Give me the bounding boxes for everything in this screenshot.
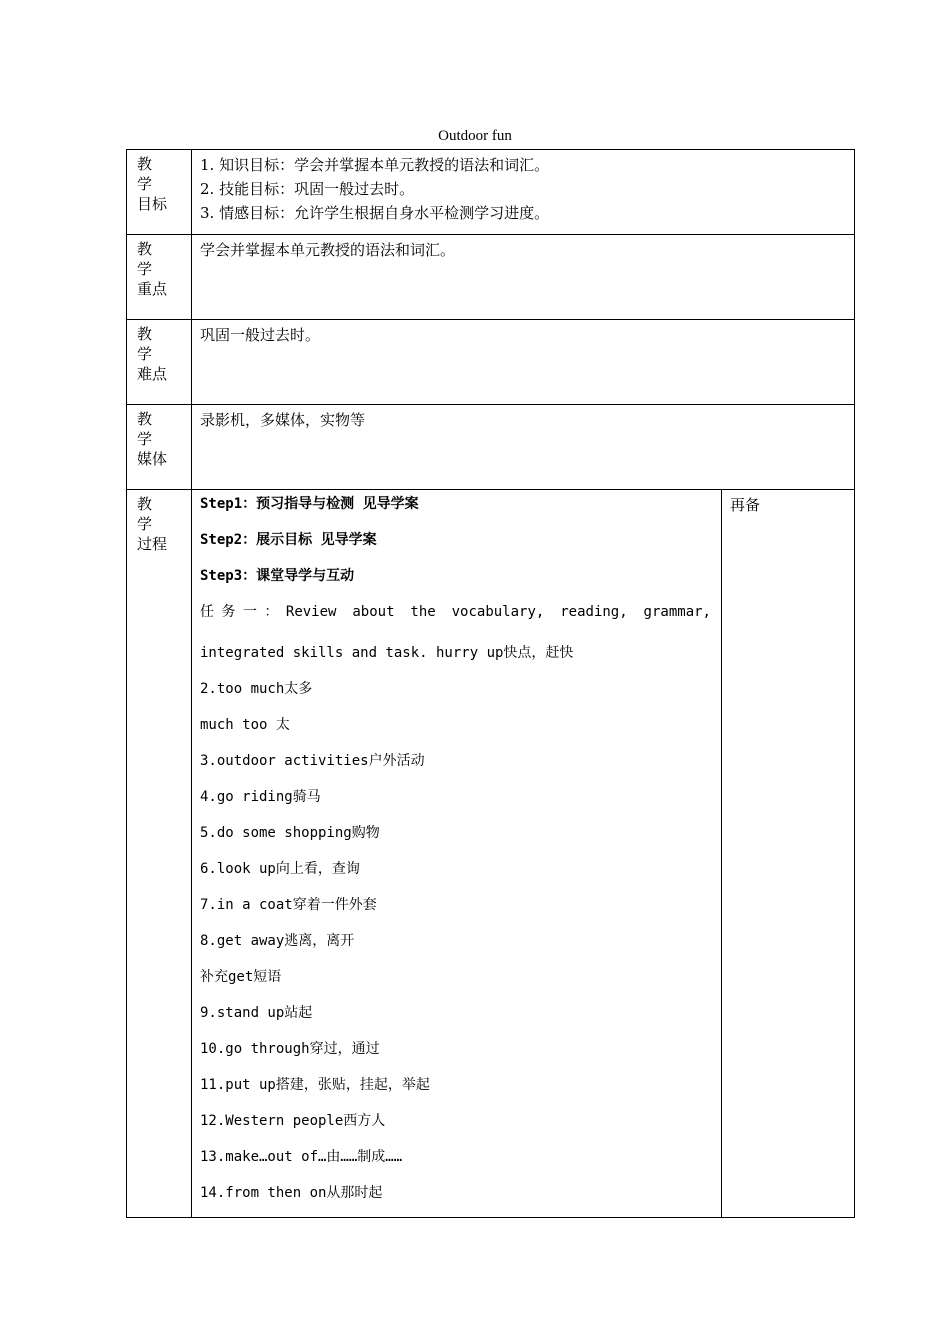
- row-content: [192, 235, 855, 320]
- list-item: 11.put up搭建，张贴，挂起，举起: [200, 1077, 430, 1093]
- list-item: 14.from then on从那时起: [200, 1185, 383, 1201]
- row-label-bottom: 过程: [137, 535, 168, 553]
- row-label: [127, 490, 192, 1218]
- list-item: integrated skills and task. hurry up快点，赶快: [200, 645, 574, 661]
- row-label: [127, 235, 192, 320]
- row-label: [127, 405, 192, 490]
- task-line: 任务一：Review about the vocabulary, reading, grammar,: [200, 604, 711, 620]
- list-item: 10.go through穿过，通过: [200, 1041, 380, 1057]
- table-row-difficulties: [127, 320, 855, 405]
- objective-line: 1. 知识目标：学会并掌握本单元教授的语法和词汇。: [200, 156, 550, 174]
- row-content: [192, 405, 855, 490]
- table-row-process: [127, 490, 855, 1218]
- list-item: much too 太: [200, 717, 290, 733]
- row-label-top: 教 学: [137, 155, 165, 193]
- table-row-objectives: [127, 150, 855, 235]
- list-item: 6.look up向上看，查询: [200, 861, 360, 877]
- list-item: 补充get短语: [200, 969, 282, 985]
- row-label-top: 教 学: [137, 325, 165, 363]
- row-label-bottom: 媒体: [137, 450, 168, 468]
- row-label-top: 教 学: [137, 410, 165, 448]
- media-line: 录影机，多媒体，实物等: [200, 411, 366, 429]
- process-content: [192, 490, 722, 1218]
- row-content: [192, 150, 855, 235]
- list-item: 7.in a coat穿着一件外套: [200, 897, 377, 913]
- row-label: [127, 150, 192, 235]
- objective-line: 2. 技能目标：巩固一般过去时。: [200, 180, 415, 198]
- page-title: Outdoor fun: [438, 128, 512, 144]
- list-item: 3.outdoor activities户外活动: [200, 753, 425, 769]
- lesson-plan-table: [126, 149, 855, 1218]
- row-label-bottom: 目标: [137, 195, 168, 213]
- row-label-top: 教 学: [137, 240, 165, 278]
- step-line: Step1：预习指导与检测 见导学案: [200, 496, 419, 512]
- list-item: 4.go riding骑马: [200, 789, 321, 805]
- key-point-line: 学会并掌握本单元教授的语法和词汇。: [200, 241, 456, 259]
- list-item: 9.stand up站起: [200, 1005, 313, 1021]
- difficulty-line: 巩固一般过去时。: [200, 326, 321, 344]
- table-row-media: [127, 405, 855, 490]
- list-item: 13.make…out of…由……制成……: [200, 1149, 403, 1165]
- step-line: Step2：展示目标 见导学案: [200, 532, 377, 548]
- notes-column: [722, 490, 855, 1218]
- objective-line: 3. 情感目标：允许学生根据自身水平检测学习进度。: [200, 204, 550, 222]
- list-item: 5.do some shopping购物: [200, 825, 380, 841]
- row-label-bottom: 重点: [137, 280, 168, 298]
- row-label-bottom: 难点: [137, 365, 168, 383]
- step-line: Step3：课堂导学与互动: [200, 568, 355, 584]
- notes-label: 再备: [730, 496, 761, 514]
- table-row-key-points: [127, 235, 855, 320]
- list-item: 2.too much太多: [200, 681, 313, 697]
- row-content: [192, 320, 855, 405]
- list-item: 12.Western people西方人: [200, 1113, 386, 1129]
- list-item: 8.get away逃离，离开: [200, 933, 355, 949]
- row-label: [127, 320, 192, 405]
- row-label-top: 教 学: [137, 495, 165, 533]
